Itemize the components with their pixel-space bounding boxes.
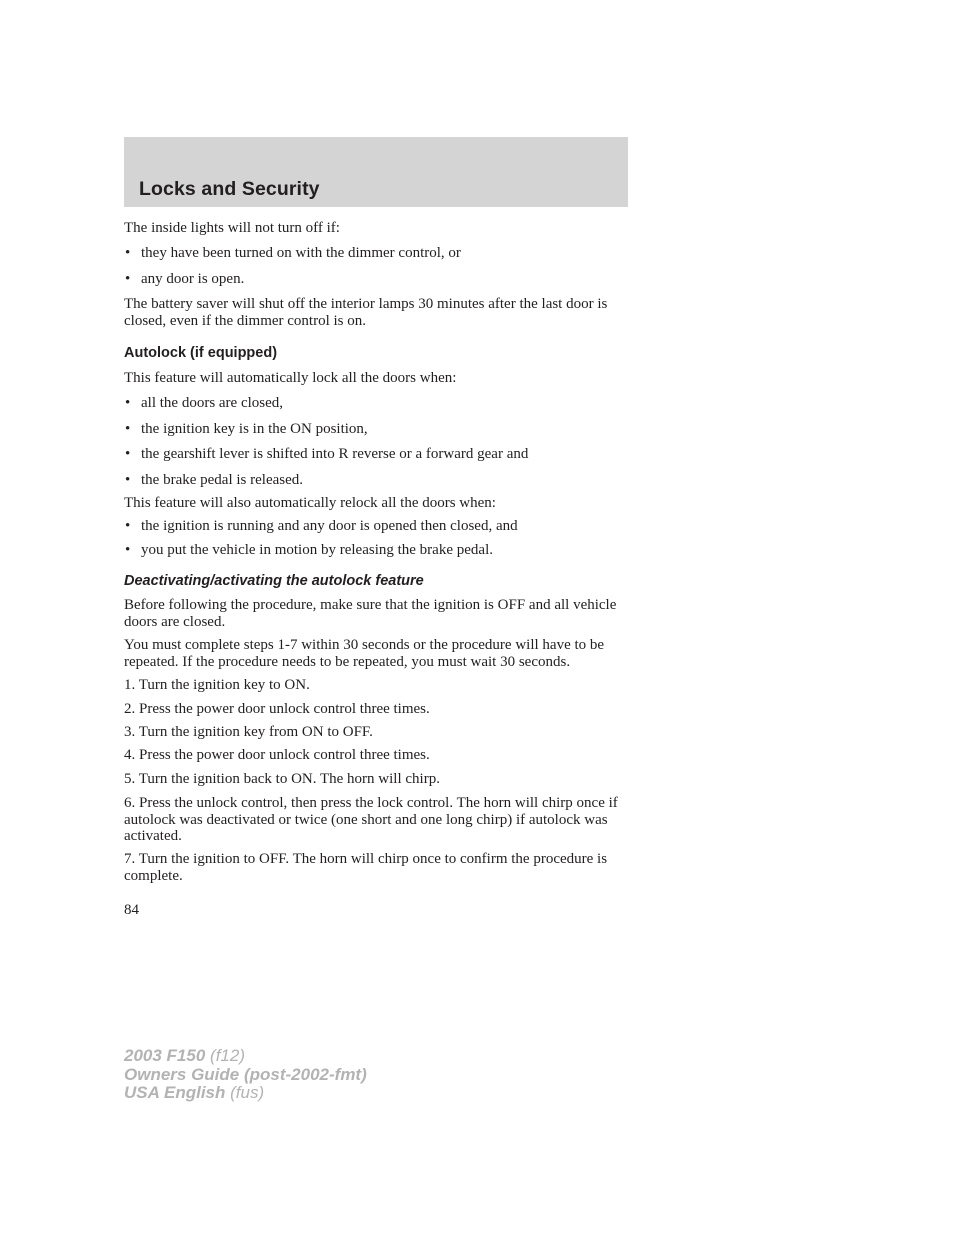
procedure-step: 2. Press the power door unlock control three times.	[124, 700, 430, 717]
list-item	[124, 395, 624, 412]
list-item	[124, 446, 624, 463]
bullet-icon: •	[125, 245, 131, 262]
list-item-text: the gearshift lever is shifted into R reverse or a forward gear and	[141, 445, 529, 462]
list-item-text: you put the vehicle in motion by releasing the brake pedal.	[141, 542, 493, 559]
list-item-text: the ignition is running and any door is opened then closed, and	[141, 518, 518, 535]
procedure-step: 5. Turn the ignition back to ON. The horn will chirp.	[124, 771, 440, 788]
bullet-icon: •	[125, 471, 131, 488]
deactivate-para-1: Before following the procedure, make sure that the ignition is OFF and all vehicle doors are closed.	[124, 597, 617, 630]
page-content	[124, 220, 624, 919]
bullet-icon: •	[125, 542, 131, 559]
footer-guide-line	[124, 1066, 367, 1085]
autolock-heading: Autolock (if equipped)	[124, 344, 278, 361]
footer-model-code: (f12)	[210, 1046, 245, 1065]
list-item-text: the brake pedal is released.	[141, 471, 304, 488]
footer-model: 2003 F150	[124, 1046, 206, 1065]
section-title: Locks and Security	[139, 178, 320, 200]
bullet-icon: •	[125, 518, 131, 535]
list-item-text: all the doors are closed,	[141, 395, 284, 412]
bullet-icon: •	[125, 395, 131, 412]
list-item-text: the ignition key is in the ON position,	[141, 420, 368, 437]
autolock-lead: This feature will automatically lock all the doors when:	[124, 369, 457, 386]
deactivate-heading: Deactivating/activating the autolock feature	[124, 572, 424, 589]
list-item-text: any door is open.	[141, 270, 245, 287]
bullet-icon: •	[125, 445, 131, 462]
procedure-step: 6. Press the unlock control, then press the lock control. The horn will chirp once if autolock was deactivated or twice (one short and one long chirp) if autolock was activated.	[124, 794, 618, 845]
battery-saver-text: The battery saver will shut off the interior lamps 30 minutes after the last door is closed, even if the dimmer control is on.	[124, 296, 608, 329]
footer-guide: Owners Guide (post-2002-fmt)	[124, 1064, 367, 1084]
list-item	[124, 518, 624, 535]
footer-model-line	[124, 1047, 367, 1066]
relock-lead: This feature will also automatically relock all the doors when:	[124, 495, 496, 512]
list-item	[124, 542, 624, 559]
list-item	[124, 421, 624, 438]
procedure-step: 1. Turn the ignition key to ON.	[124, 676, 310, 693]
procedure-step: 7. Turn the ignition to OFF. The horn will chirp once to confirm the procedure is complete.	[124, 851, 608, 885]
procedure-step: 3. Turn the ignition key from ON to OFF.	[124, 723, 373, 740]
list-item	[124, 472, 624, 489]
procedure-step: 4. Press the power door unlock control three times.	[124, 747, 430, 764]
list-item	[124, 271, 624, 288]
list-item	[124, 245, 624, 262]
footer-language: USA English	[124, 1083, 226, 1102]
bullet-icon: •	[125, 420, 131, 437]
document-footer	[124, 1047, 367, 1103]
page-number: 84	[124, 901, 139, 918]
footer-language-code: (fus)	[230, 1083, 265, 1102]
deactivate-para-2: You must complete steps 1-7 within 30 seconds or the procedure will have to be repeated. If the procedure needs to be repeated, you must wait 30 seconds.	[124, 636, 605, 670]
bullet-icon: •	[125, 270, 131, 287]
list-item-text: they have been turned on with the dimmer control, or	[141, 245, 461, 262]
section-header-band	[124, 137, 628, 207]
footer-language-line	[124, 1084, 367, 1103]
intro-lead: The inside lights will not turn off if:	[124, 220, 340, 236]
